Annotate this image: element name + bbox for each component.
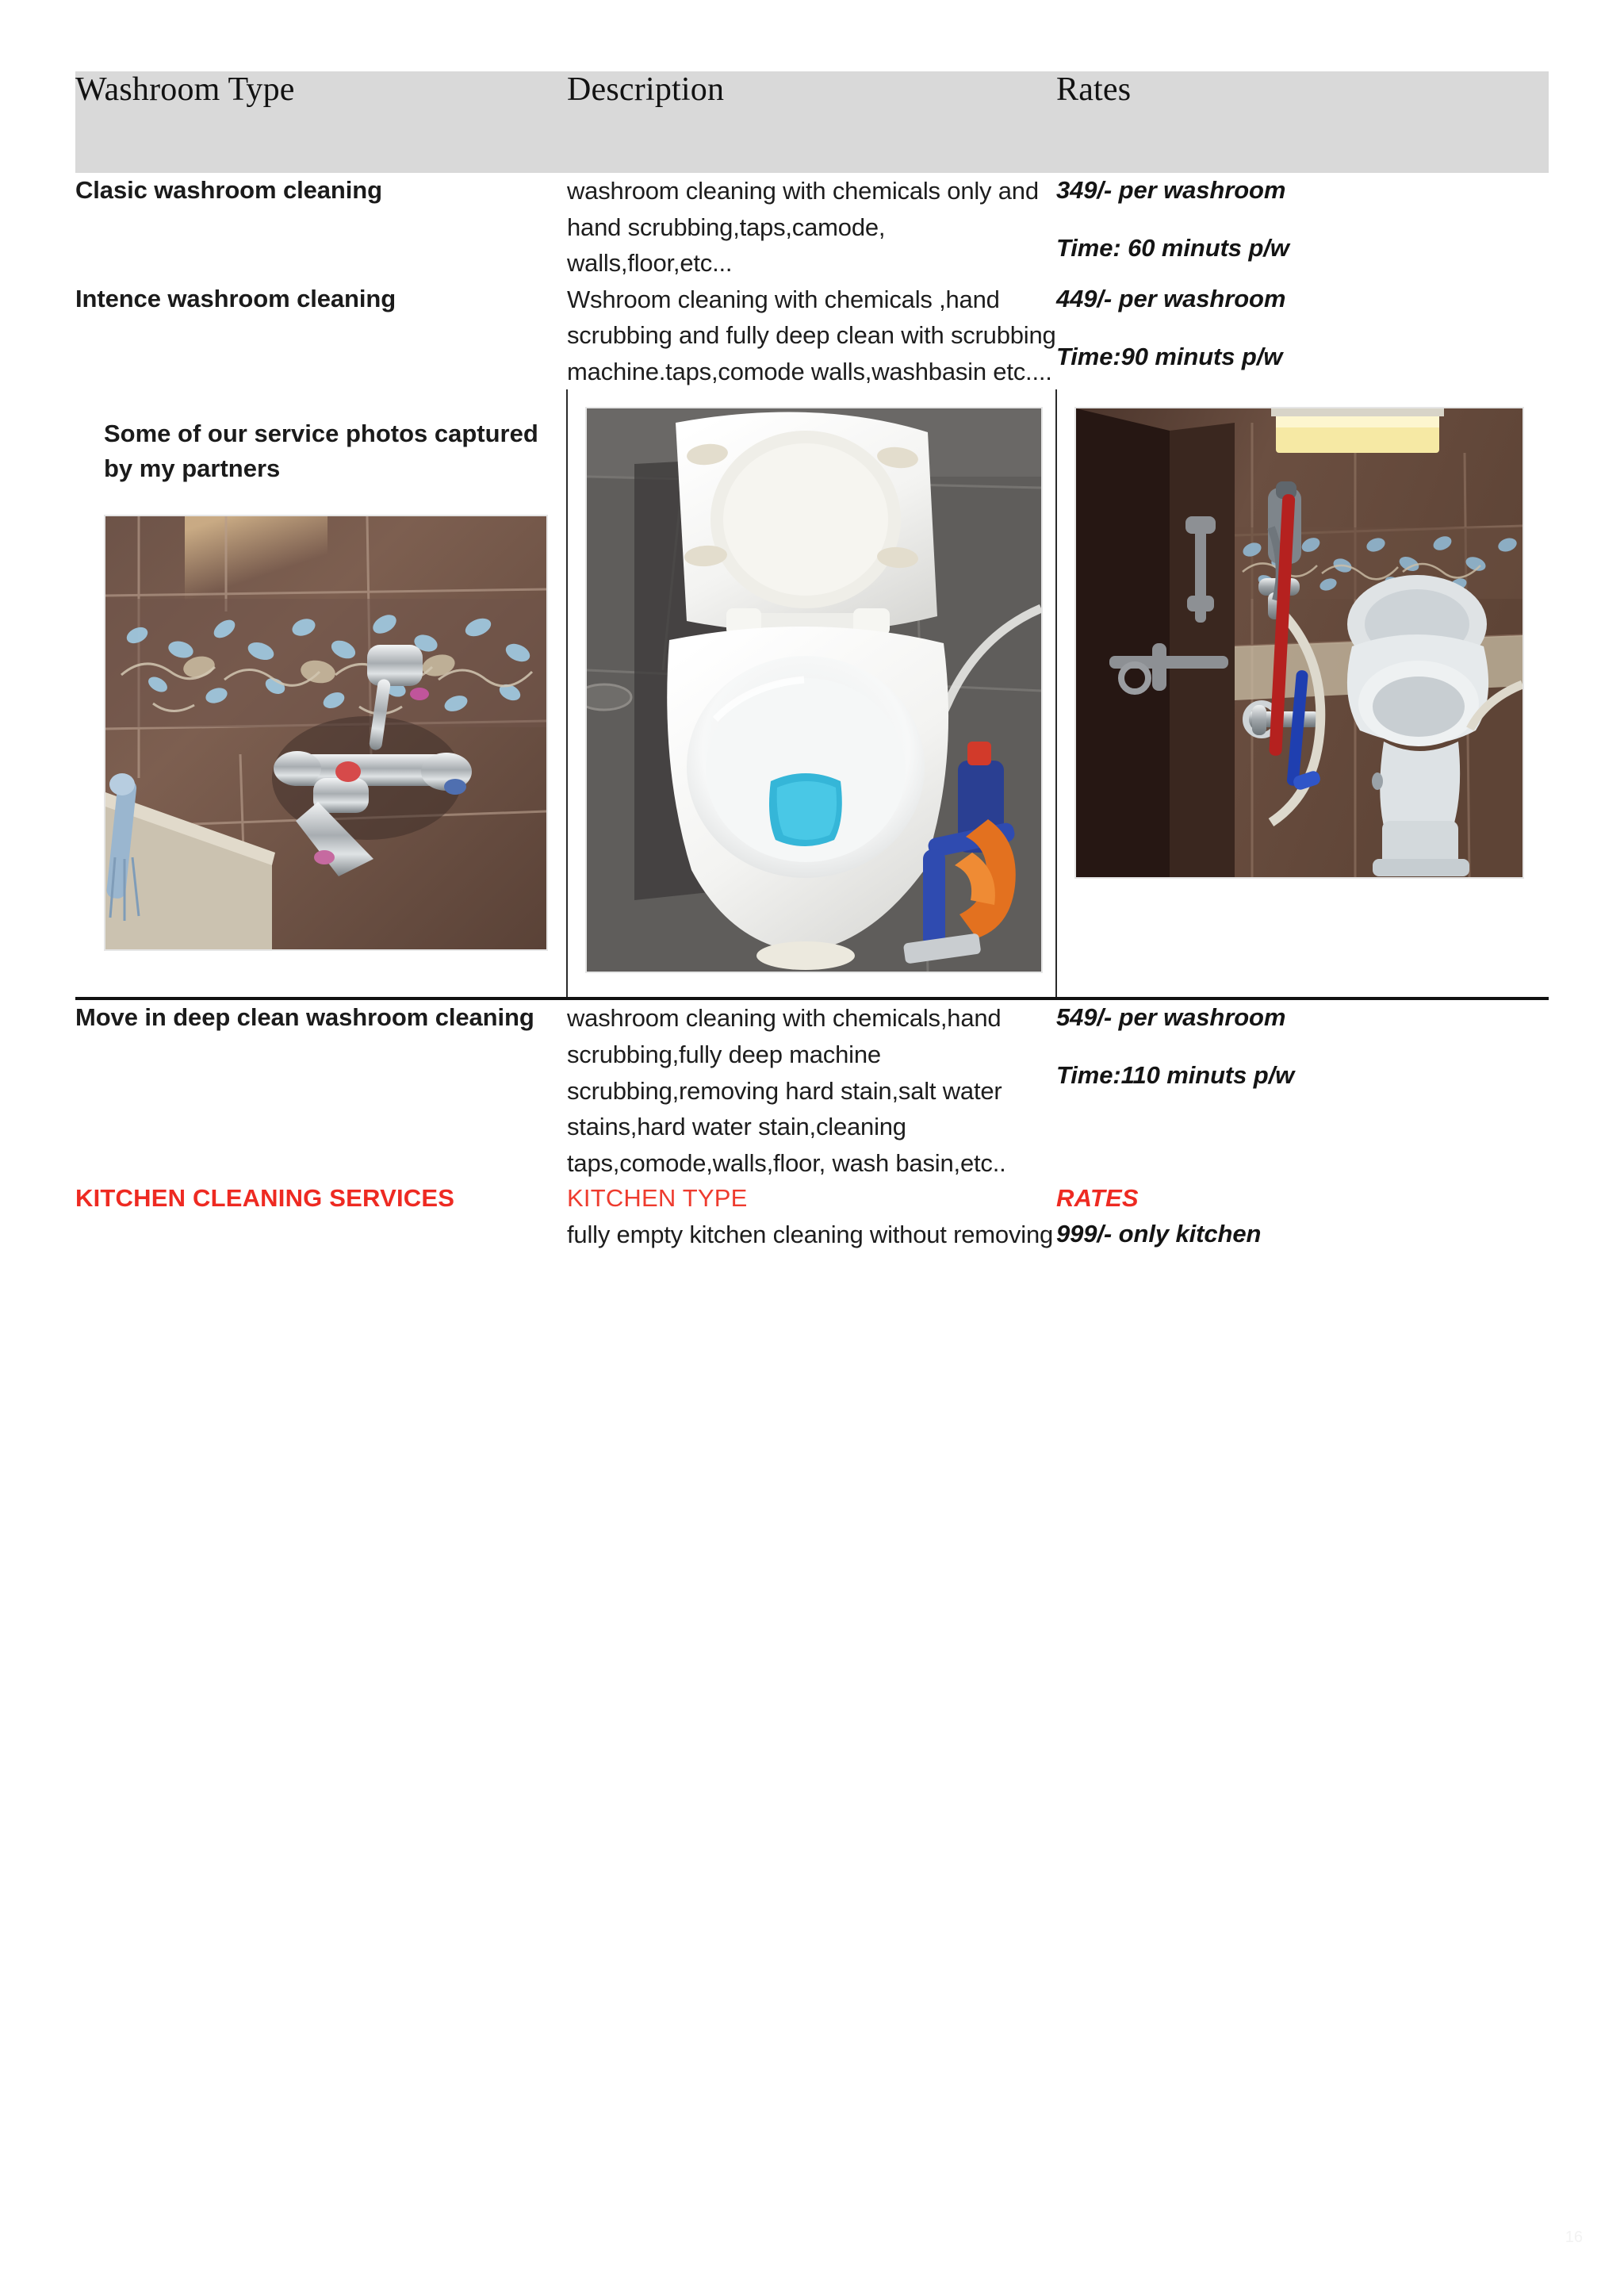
service-description-cell	[567, 173, 1056, 282]
service-description-text: washroom cleaning with chemicals only and hand scrubbing,taps,camode, walls,floor,etc...	[567, 177, 1039, 278]
rate-time: Time:90 minuts p/w	[1056, 342, 1283, 370]
rate-time: Time:110 minuts p/w	[1056, 1061, 1295, 1090]
kitchen-rates-label: RATES	[1056, 1184, 1139, 1213]
photo-cell-washroom	[1056, 389, 1549, 999]
table-row	[75, 173, 1549, 282]
service-photos-row	[75, 389, 1549, 999]
kitchen-section-title-cell	[75, 1181, 567, 1217]
table-row	[75, 999, 1549, 1181]
page-number-marker: 16	[1565, 2229, 1583, 2246]
table-header-row	[75, 71, 1549, 173]
header-label-rates: Rates	[1056, 71, 1132, 108]
service-type-label: Clasic washroom cleaning	[75, 176, 382, 204]
photos-caption-text: Some of our service photos captured by my partners	[104, 420, 538, 483]
service-description-cell	[567, 999, 1056, 1181]
header-cell-rates	[1056, 71, 1549, 173]
kitchen-description-cell	[567, 1217, 1056, 1253]
service-description-text: washroom cleaning with chemicals,hand scrubbing,fully deep machine scrubbing,removing hard stain,salt water stains,hard water stain,cleaning taps,comode,walls,floor, wash basin,etc..	[567, 1004, 1006, 1177]
kitchen-section-header-row	[75, 1181, 1549, 1217]
header-cell-washroom-type	[75, 71, 567, 173]
service-rate-cell	[1056, 282, 1549, 390]
kitchen-item-description: fully empty kitchen cleaning without removing	[567, 1221, 1054, 1249]
table-row	[75, 282, 1549, 390]
kitchen-type-cell	[75, 1217, 567, 1253]
toilet-bowl-photo	[585, 407, 1043, 973]
service-type-cell	[75, 173, 567, 282]
kitchen-section-title: KITCHEN CLEANING SERVICES	[75, 1184, 455, 1213]
rate-price: 549/- per washroom	[1056, 1003, 1286, 1032]
services-rate-table	[75, 71, 1549, 1253]
rate-price: 449/- per washroom	[1056, 284, 1286, 312]
service-type-cell	[75, 282, 567, 390]
service-type-label: Move in deep clean washroom cleaning	[75, 1003, 534, 1032]
rate-time: Time: 60 minuts p/w	[1056, 233, 1289, 262]
photo-cell-toilet	[567, 389, 1056, 999]
header-cell-description	[567, 71, 1056, 173]
photos-caption-cell	[75, 389, 567, 999]
kitchen-rate-cell	[1056, 1217, 1549, 1253]
washroom-interior-photo	[1074, 407, 1524, 879]
washroom-tap-photo	[104, 515, 548, 951]
service-description-cell	[567, 282, 1056, 390]
rate-price: 349/- per washroom	[1056, 176, 1286, 204]
service-type-label: Intence washroom cleaning	[75, 284, 396, 312]
service-rate-cell	[1056, 173, 1549, 282]
kitchen-rates-header-cell	[1056, 1181, 1549, 1217]
header-label-washroom-type: Washroom Type	[75, 71, 295, 108]
service-type-cell	[75, 999, 567, 1181]
kitchen-type-header-cell	[567, 1181, 1056, 1217]
service-rate-cell	[1056, 999, 1549, 1181]
table-row	[75, 1217, 1549, 1253]
kitchen-item-rate: 999/- only kitchen	[1056, 1220, 1262, 1248]
header-label-description: Description	[567, 71, 725, 108]
kitchen-type-label: KITCHEN TYPE	[567, 1184, 748, 1213]
service-description-text: Wshroom cleaning with chemicals ,hand scrubbing and fully deep clean with scrubbing machine.taps,comode walls,washbasin etc....	[567, 285, 1056, 385]
